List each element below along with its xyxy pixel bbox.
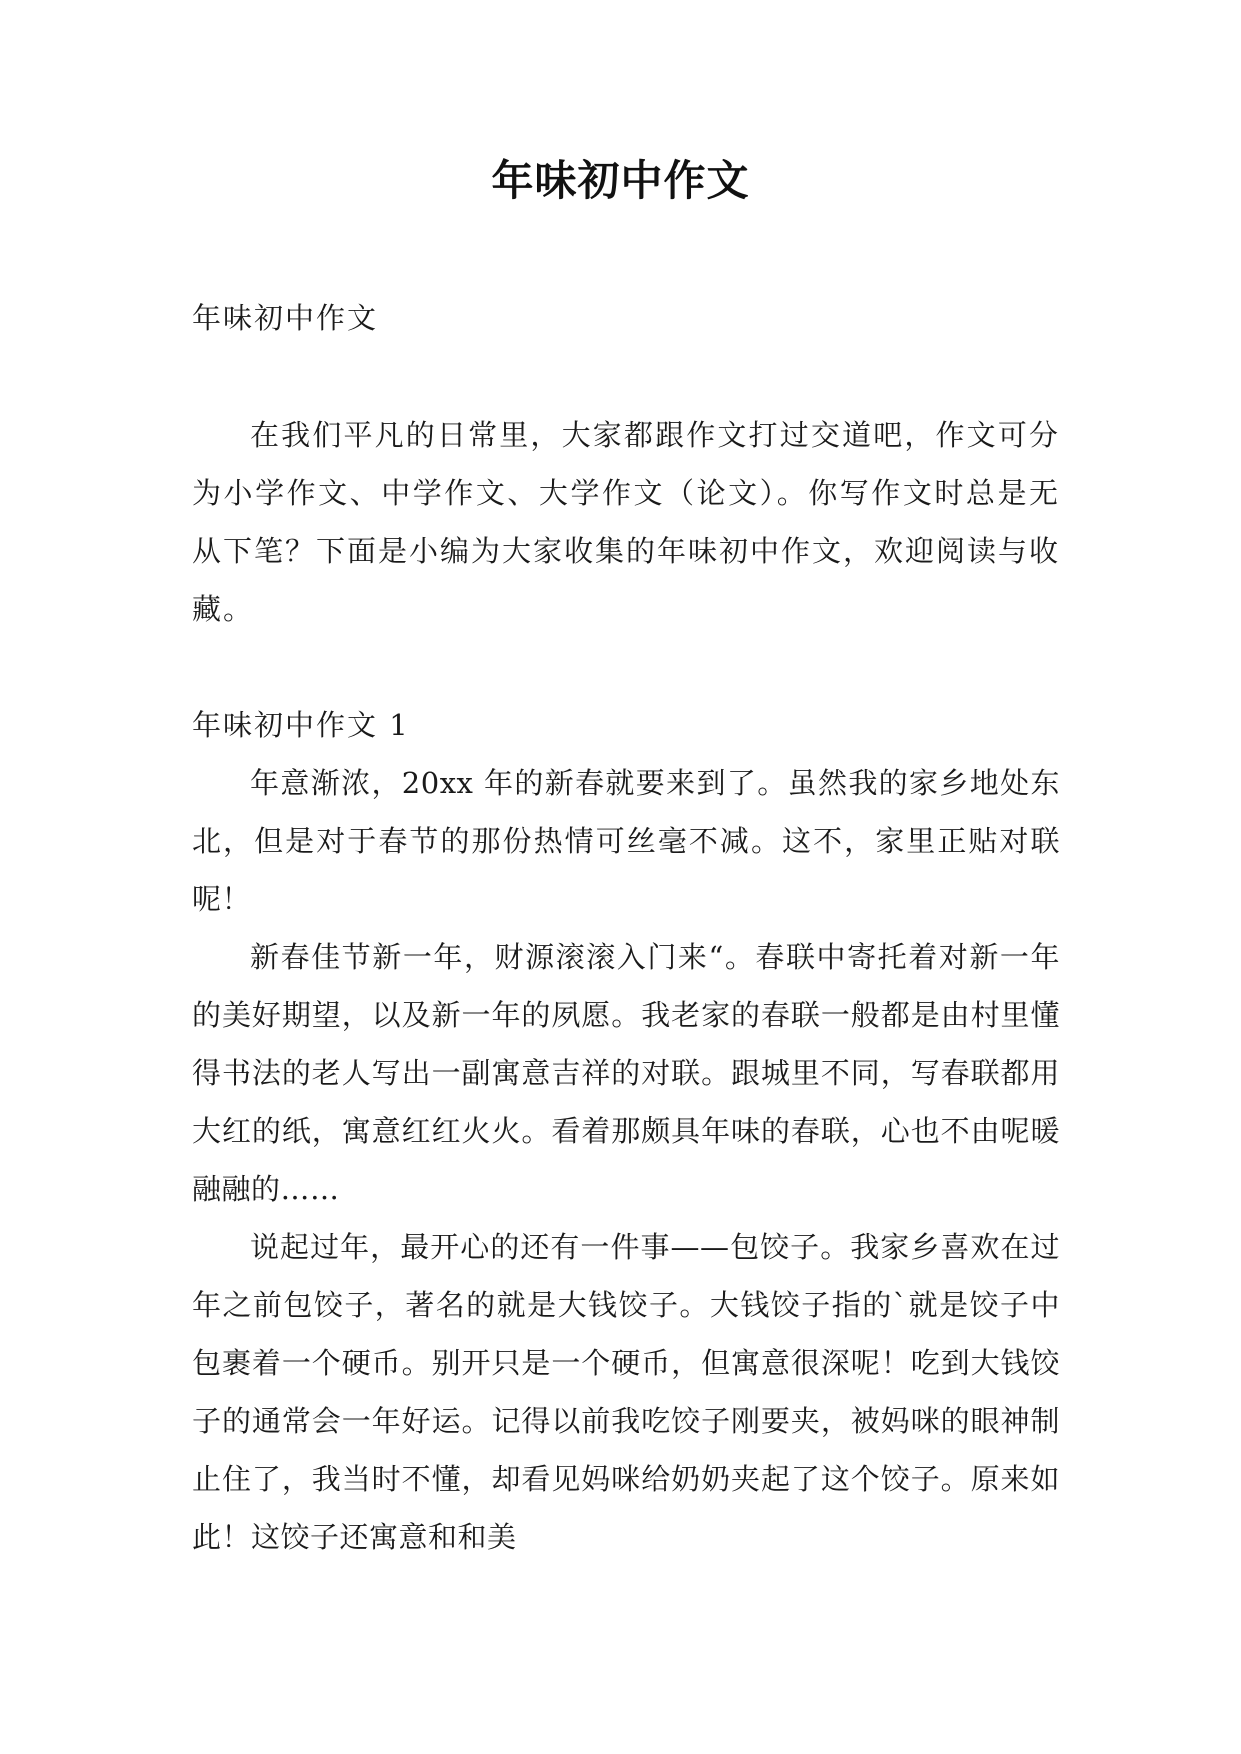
essay-1-heading: 年味初中作文 1 [192,708,410,742]
document-title: 年味初中作文 [491,156,750,205]
intro-paragraph: 在我们平凡的日常里，大家都跟作文打过交道吧，作文可分为小学作文、中学作文、大学作文（论文）。你写作文时总是无从下笔？下面是小编为大家收集的年味初中作文，欢迎阅读与收藏。 [192,418,1061,626]
essay-1-section [192,696,1060,1566]
intro-section [192,406,1060,638]
essay-1-paragraph-2: 新春佳节新一年，财源滚滚入门来“。春联中寄托着对新一年的美好期望，以及新一年的夙愿。我老家的春联一般都是由村里懂得书法的老人写出一副寓意吉祥的对联。跟城里不同，写春联都用大红的纸，寓意红红火火。看着那颇具年味的春联，心也不由呢暖融融的…… [192,940,1060,1206]
document-subtitle: 年味初中作文 [192,301,379,335]
essay-1-paragraph-1: 年意渐浓，20xx 年的新春就要来到了。虽然我的家乡地处东北，但是对于春节的那份热情可丝毫不减。这不，家里正贴对联呢！ [192,766,1060,916]
essay-1-paragraph-3: 说起过年，最开心的还有一件事——包饺子。我家乡喜欢在过年之前包饺子，著名的就是大钱饺子。大钱饺子指的`就是饺子中包裹着一个硬币。别开只是一个硬币，但寓意很深呢！吃到大钱饺子的通常会一年好运。记得以前我吃饺子刚要夹，被妈咪的眼神制止住了，我当时不懂，却看见妈咪给奶奶夹起了这个饺子。原来如此！这饺子还寓意和和美 [192,1230,1060,1554]
